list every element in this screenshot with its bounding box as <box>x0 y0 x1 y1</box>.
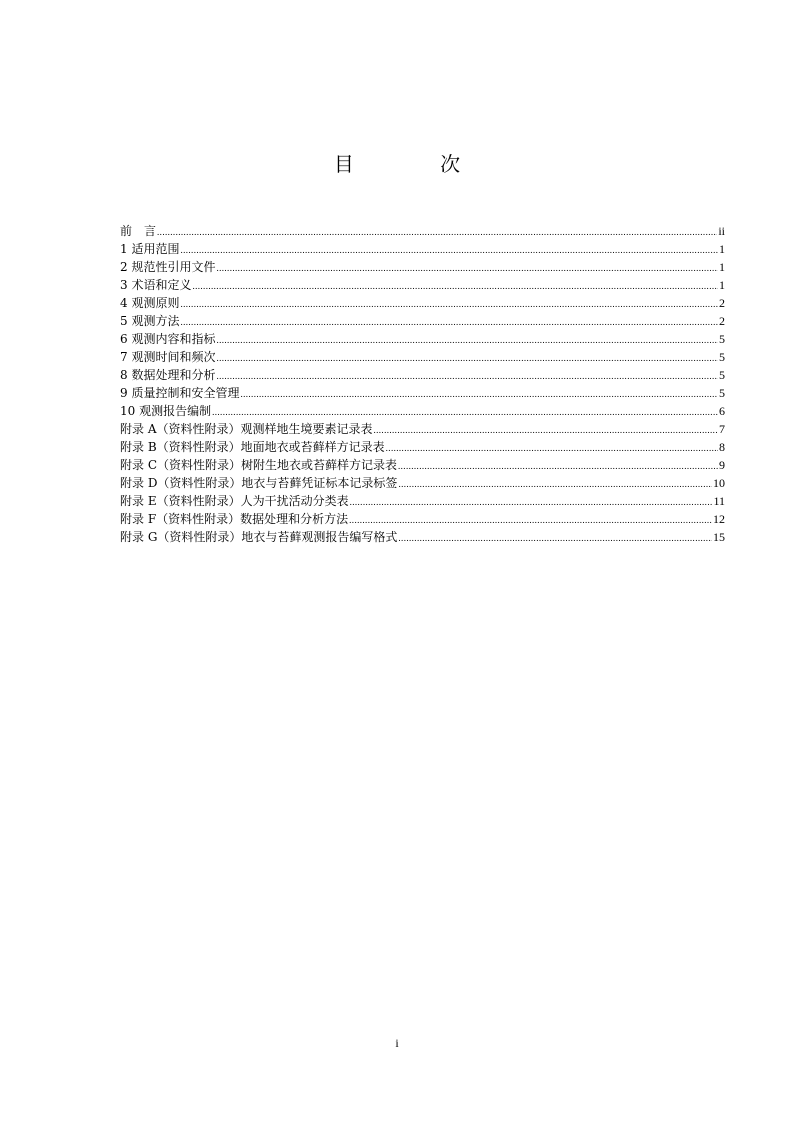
toc-entry-page: 7 <box>719 422 725 436</box>
toc-entry-8[interactable] <box>120 366 725 384</box>
toc-entry-label: 3 术语和定义 <box>120 278 192 292</box>
toc-entry-9[interactable] <box>120 384 725 402</box>
toc-entry-label: 2 规范性引用文件 <box>120 260 216 274</box>
toc-entry-label: 附录 D（资料性附录）地衣与苔藓凭证标本记录标签 <box>120 476 398 490</box>
toc-dot-leader <box>180 313 718 331</box>
toc-dot-leader <box>157 223 717 241</box>
toc-entry-1[interactable] <box>120 240 725 258</box>
toc-entry-appendix-d[interactable] <box>120 474 725 492</box>
toc-dot-leader <box>240 385 718 403</box>
toc-dot-leader <box>192 277 718 295</box>
toc-entry-3[interactable] <box>120 276 725 294</box>
toc-entry-appendix-f[interactable] <box>120 510 725 528</box>
toc-entry-10[interactable] <box>120 402 725 420</box>
toc-dot-leader <box>212 403 718 421</box>
toc-entry-label: 附录 E（资料性附录）人为干扰活动分类表 <box>120 494 349 508</box>
toc-entry-4[interactable] <box>120 294 725 312</box>
toc-entry-page: 8 <box>719 440 725 454</box>
toc-entry-label: 7 观测时间和频次 <box>120 350 216 364</box>
toc-entry-page: 11 <box>713 494 725 508</box>
toc-entry-page: 9 <box>719 458 725 472</box>
toc-entry-page: 15 <box>713 530 725 544</box>
toc-dot-leader <box>386 439 718 457</box>
toc-entry-2[interactable] <box>120 258 725 276</box>
toc-dot-leader <box>349 511 712 529</box>
toc-entry-label: 1 适用范围 <box>120 242 180 256</box>
toc-entry-appendix-c[interactable] <box>120 456 725 474</box>
toc-dot-leader <box>373 421 718 439</box>
toc-dot-leader <box>180 241 718 259</box>
toc-entry-foreword[interactable] <box>120 222 725 240</box>
toc-dot-leader <box>350 493 713 511</box>
toc-entry-appendix-e[interactable] <box>120 492 725 510</box>
toc-entry-label: 附录 F（资料性附录）数据处理和分析方法 <box>120 512 349 526</box>
toc-entry-7[interactable] <box>120 348 725 366</box>
toc-entry-page: 1 <box>719 260 725 274</box>
table-of-contents <box>120 222 725 546</box>
toc-dot-leader <box>216 331 718 349</box>
toc-entry-label: 6 观测内容和指标 <box>120 332 216 346</box>
toc-entry-page: 12 <box>713 512 725 526</box>
toc-entry-label: 10 观测报告编制 <box>120 404 212 418</box>
toc-dot-leader <box>398 529 712 547</box>
toc-entry-label: 9 质量控制和安全管理 <box>120 386 240 400</box>
toc-entry-label: 附录 B（资料性附录）地面地衣或苔藓样方记录表 <box>120 440 385 454</box>
toc-entry-page: 6 <box>719 404 725 418</box>
toc-entry-appendix-a[interactable] <box>120 420 725 438</box>
toc-entry-page: ii <box>718 224 725 238</box>
toc-entry-label: 8 数据处理和分析 <box>120 368 216 382</box>
toc-entry-page: 2 <box>719 296 725 310</box>
toc-entry-page: 1 <box>719 278 725 292</box>
toc-dot-leader <box>216 367 718 385</box>
toc-entry-appendix-b[interactable] <box>120 438 725 456</box>
toc-entry-page: 5 <box>719 350 725 364</box>
toc-dot-leader <box>398 475 712 493</box>
page-number: i <box>395 1036 399 1050</box>
toc-entry-label: 5 观测方法 <box>120 314 180 328</box>
toc-dot-leader <box>216 349 718 367</box>
toc-entry-label: 附录 C（资料性附录）树附生地衣或苔藓样方记录表 <box>120 458 397 472</box>
toc-entry-page: 5 <box>719 368 725 382</box>
toc-entry-page: 5 <box>719 386 725 400</box>
toc-entry-label: 附录 A（资料性附录）观测样地生境要素记录表 <box>120 422 373 436</box>
toc-dot-leader <box>180 295 718 313</box>
toc-dot-leader <box>398 457 718 475</box>
toc-entry-5[interactable] <box>120 312 725 330</box>
toc-entry-page: 1 <box>719 242 725 256</box>
toc-entry-6[interactable] <box>120 330 725 348</box>
toc-dot-leader <box>216 259 718 277</box>
toc-entry-page: 5 <box>719 332 725 346</box>
toc-entry-appendix-g[interactable] <box>120 528 725 546</box>
toc-entry-page: 10 <box>713 476 725 490</box>
toc-entry-label: 附录 G（资料性附录）地衣与苔藓观测报告编写格式 <box>120 530 398 544</box>
page-title: 目 次 <box>333 152 501 176</box>
toc-entry-label: 4 观测原则 <box>120 296 180 310</box>
toc-entry-label: 前 言 <box>120 224 157 238</box>
toc-entry-page: 2 <box>719 314 725 328</box>
